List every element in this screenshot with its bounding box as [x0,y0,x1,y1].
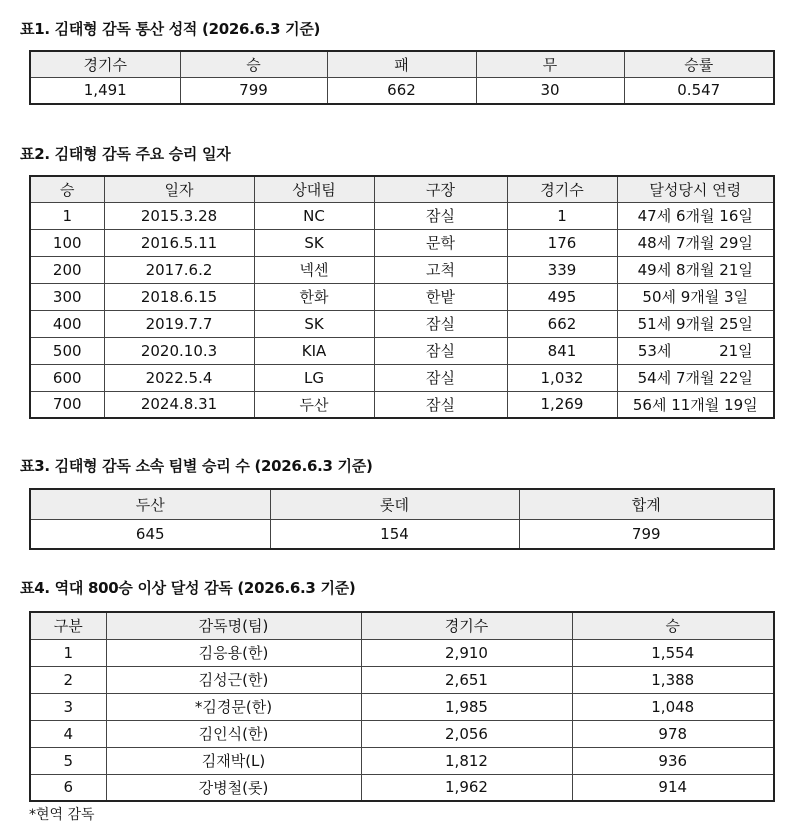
data-cell: 잠실 [374,337,507,364]
data-cell: 799 [180,77,327,104]
data-cell: 강병철(롯) [106,774,361,801]
data-cell: 2017.6.2 [104,256,254,283]
data-cell: 339 [507,256,617,283]
data-cell: 문학 [374,229,507,256]
header-cell: 승률 [624,51,774,77]
header-cell: 일자 [104,176,254,202]
table2-milestone-wins [29,175,775,419]
data-cell: 50세 9개월 3일 [617,283,774,310]
data-cell: 2018.6.15 [104,283,254,310]
header-cell: 승 [180,51,327,77]
data-cell: 645 [30,519,270,549]
data-cell: 56세 11개월 19일 [617,391,774,418]
table1-career-stats [29,50,775,105]
data-cell: 2024.8.31 [104,391,254,418]
data-cell: 6 [30,774,106,801]
header-cell: 두산 [30,489,270,519]
data-cell: 47세 6개월 16일 [617,202,774,229]
data-cell: 51세 9개월 25일 [617,310,774,337]
data-cell: 49세 8개월 21일 [617,256,774,283]
header-cell: 승 [30,176,104,202]
data-cell: 1,812 [361,747,572,774]
data-cell: 한화 [254,283,374,310]
data-cell: 30 [476,77,624,104]
data-cell: 2,651 [361,666,572,693]
header-cell: 경기수 [507,176,617,202]
data-cell: *김경문(한) [106,693,361,720]
data-cell: 700 [30,391,104,418]
data-cell: 2019.7.7 [104,310,254,337]
data-cell: 3 [30,693,106,720]
table4-800-win-managers [29,611,775,802]
data-cell: 잠실 [374,310,507,337]
data-cell: SK [254,310,374,337]
header-cell: 달성당시 연령 [617,176,774,202]
data-cell: 841 [507,337,617,364]
table-row [30,283,774,310]
header-cell: 경기수 [30,51,180,77]
table-row [30,337,774,364]
data-cell: 2020.10.3 [104,337,254,364]
data-cell: 1,985 [361,693,572,720]
data-cell: 잠실 [374,391,507,418]
data-cell: 2,056 [361,720,572,747]
table-row [30,310,774,337]
table4-title: 표4. 역대 800승 이상 달성 감독 (2026.6.3 기준) [20,579,356,597]
data-cell: 5 [30,747,106,774]
data-cell: NC [254,202,374,229]
data-cell: 한밭 [374,283,507,310]
table-row [30,639,774,666]
header-cell: 롯데 [270,489,519,519]
header-cell: 감독명(팀) [106,612,361,639]
data-cell: 넥센 [254,256,374,283]
data-cell: 1 [30,639,106,666]
data-cell: 0.547 [624,77,774,104]
data-cell: 914 [572,774,774,801]
data-cell: 500 [30,337,104,364]
data-cell: 978 [572,720,774,747]
data-cell: 1,032 [507,364,617,391]
data-cell: 1,048 [572,693,774,720]
table3-wins-by-team [29,488,775,550]
header-cell: 구분 [30,612,106,639]
data-cell: 2022.5.4 [104,364,254,391]
header-cell: 구장 [374,176,507,202]
table-row [30,774,774,801]
data-cell: 2,910 [361,639,572,666]
header-cell: 경기수 [361,612,572,639]
data-cell: 1,962 [361,774,572,801]
data-cell: 600 [30,364,104,391]
data-cell: 54세 7개월 22일 [617,364,774,391]
header-cell: 승 [572,612,774,639]
data-cell: SK [254,229,374,256]
data-cell: 662 [507,310,617,337]
data-cell: 김재박(L) [106,747,361,774]
data-cell: 2 [30,666,106,693]
header-cell: 상대팀 [254,176,374,202]
data-cell: 김성근(한) [106,666,361,693]
table-row [30,202,774,229]
data-cell: 1 [507,202,617,229]
data-cell: 100 [30,229,104,256]
table-row [30,720,774,747]
table1-title: 표1. 김태형 감독 통산 성적 (2026.6.3 기준) [20,20,321,38]
header-cell: 패 [327,51,476,77]
table2-title: 표2. 김태형 감독 주요 승리 일자 [20,145,231,163]
data-cell: 936 [572,747,774,774]
table3-title: 표3. 김태형 감독 소속 팀별 승리 수 (2026.6.3 기준) [20,457,373,475]
data-cell: 200 [30,256,104,283]
table-row [30,391,774,418]
data-cell: 1 [30,202,104,229]
data-cell: 154 [270,519,519,549]
data-cell: 300 [30,283,104,310]
data-cell: 잠실 [374,202,507,229]
table-row [30,747,774,774]
data-cell: 662 [327,77,476,104]
footnote: *현역 감독 [29,807,95,823]
data-cell: 김응용(한) [106,639,361,666]
header-cell: 합계 [519,489,774,519]
table-row [30,229,774,256]
data-cell: 2016.5.11 [104,229,254,256]
data-cell: 799 [519,519,774,549]
data-cell: 두산 [254,391,374,418]
data-cell: 400 [30,310,104,337]
data-cell: 1,491 [30,77,180,104]
data-cell: 176 [507,229,617,256]
data-cell: LG [254,364,374,391]
data-cell: 잠실 [374,364,507,391]
data-cell: 1,554 [572,639,774,666]
data-cell: 53세 21일 [617,337,774,364]
table-row [30,364,774,391]
data-cell: KIA [254,337,374,364]
data-cell: 2015.3.28 [104,202,254,229]
table-row [30,693,774,720]
table-row [30,666,774,693]
data-cell: 4 [30,720,106,747]
data-cell: 고척 [374,256,507,283]
header-cell: 무 [476,51,624,77]
data-cell: 495 [507,283,617,310]
data-cell: 48세 7개월 29일 [617,229,774,256]
table-row [30,256,774,283]
data-cell: 1,269 [507,391,617,418]
data-cell: 1,388 [572,666,774,693]
data-cell: 김인식(한) [106,720,361,747]
